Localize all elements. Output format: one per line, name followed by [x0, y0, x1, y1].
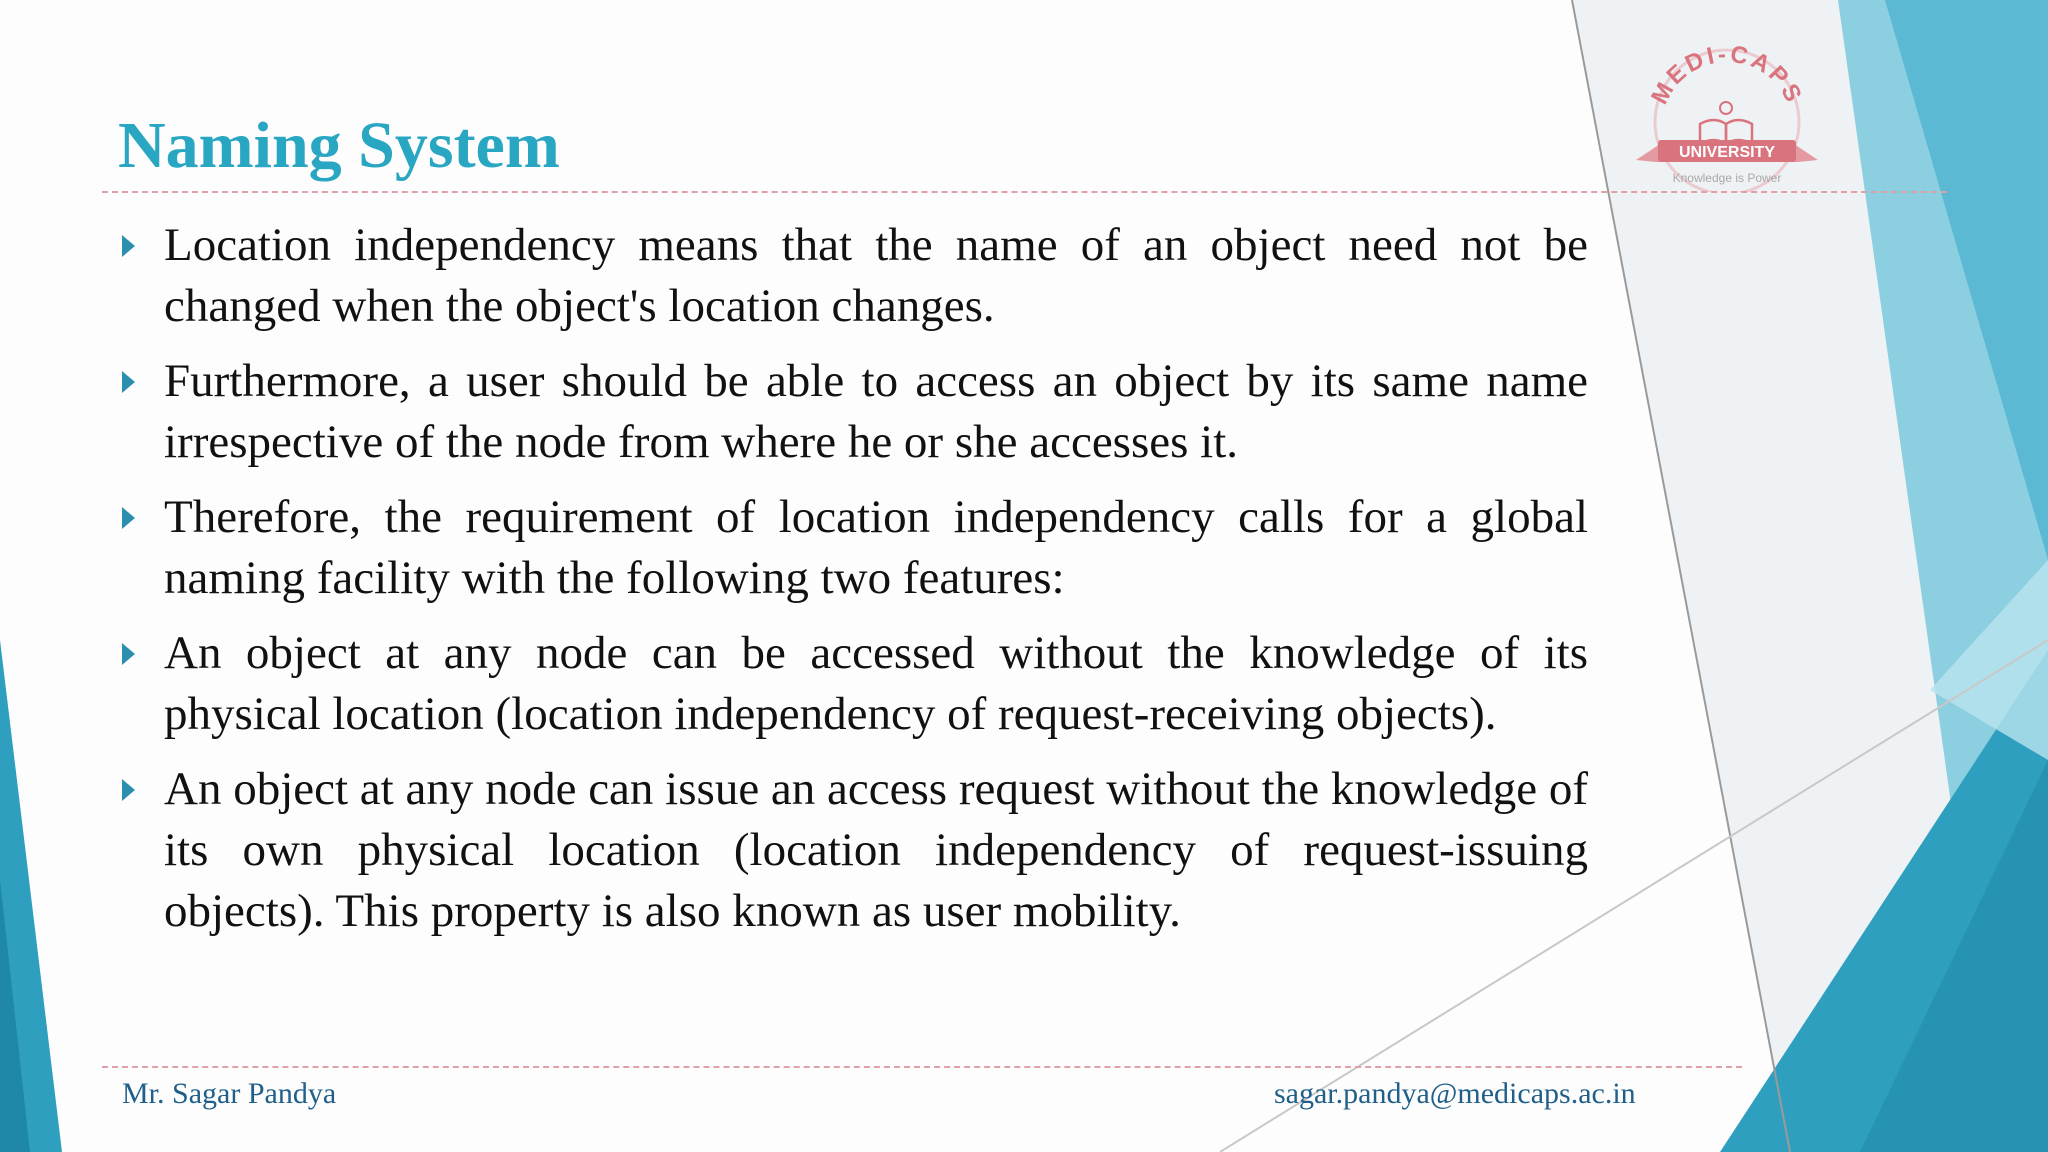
slide-title: Naming System — [118, 109, 560, 182]
triangle-bullet-icon — [122, 371, 135, 393]
triangle-bullet-icon — [122, 779, 135, 801]
triangle-bullet-icon — [122, 507, 135, 529]
bullet-text: Furthermore, a user should be able to access an object by its same name irrespective of the node from where he or she accesses it. — [164, 355, 1588, 468]
bullet-item — [118, 623, 1588, 745]
footer-divider — [102, 1066, 1742, 1068]
bullet-text: Location independency means that the name of an object need not be changed when the object's location changes. — [164, 219, 1588, 332]
title-divider — [102, 191, 1947, 193]
footer-email: sagar.pandya@medicaps.ac.in — [1274, 1077, 1636, 1110]
bullet-item — [118, 487, 1588, 609]
bullet-item — [118, 759, 1588, 942]
svg-text:MEDI-CAPS: MEDI-CAPS — [1646, 40, 1808, 109]
bullet-text: An object at any node can be accessed without the knowledge of its physical location (location independency of request-receiving objects). — [164, 627, 1588, 740]
bullet-item — [118, 351, 1588, 473]
footer-author: Mr. Sagar Pandya — [122, 1077, 337, 1110]
svg-text:UNIVERSITY: UNIVERSITY — [1678, 144, 1776, 161]
triangle-bullet-icon — [122, 235, 135, 257]
bullet-text: Therefore, the requirement of location independency calls for a global naming facility with the following two features: — [164, 491, 1588, 604]
bullet-item — [118, 215, 1588, 337]
bullet-list — [118, 215, 1588, 956]
bullet-text: An object at any node can issue an access request without the knowledge of its own physical location (location independency of request-issuing objects). This property is also known as user mobility. — [164, 763, 1588, 937]
university-logo — [1622, 32, 1832, 192]
triangle-bullet-icon — [122, 643, 135, 665]
svg-text:Knowledge is Power: Knowledge is Power — [1672, 171, 1782, 185]
